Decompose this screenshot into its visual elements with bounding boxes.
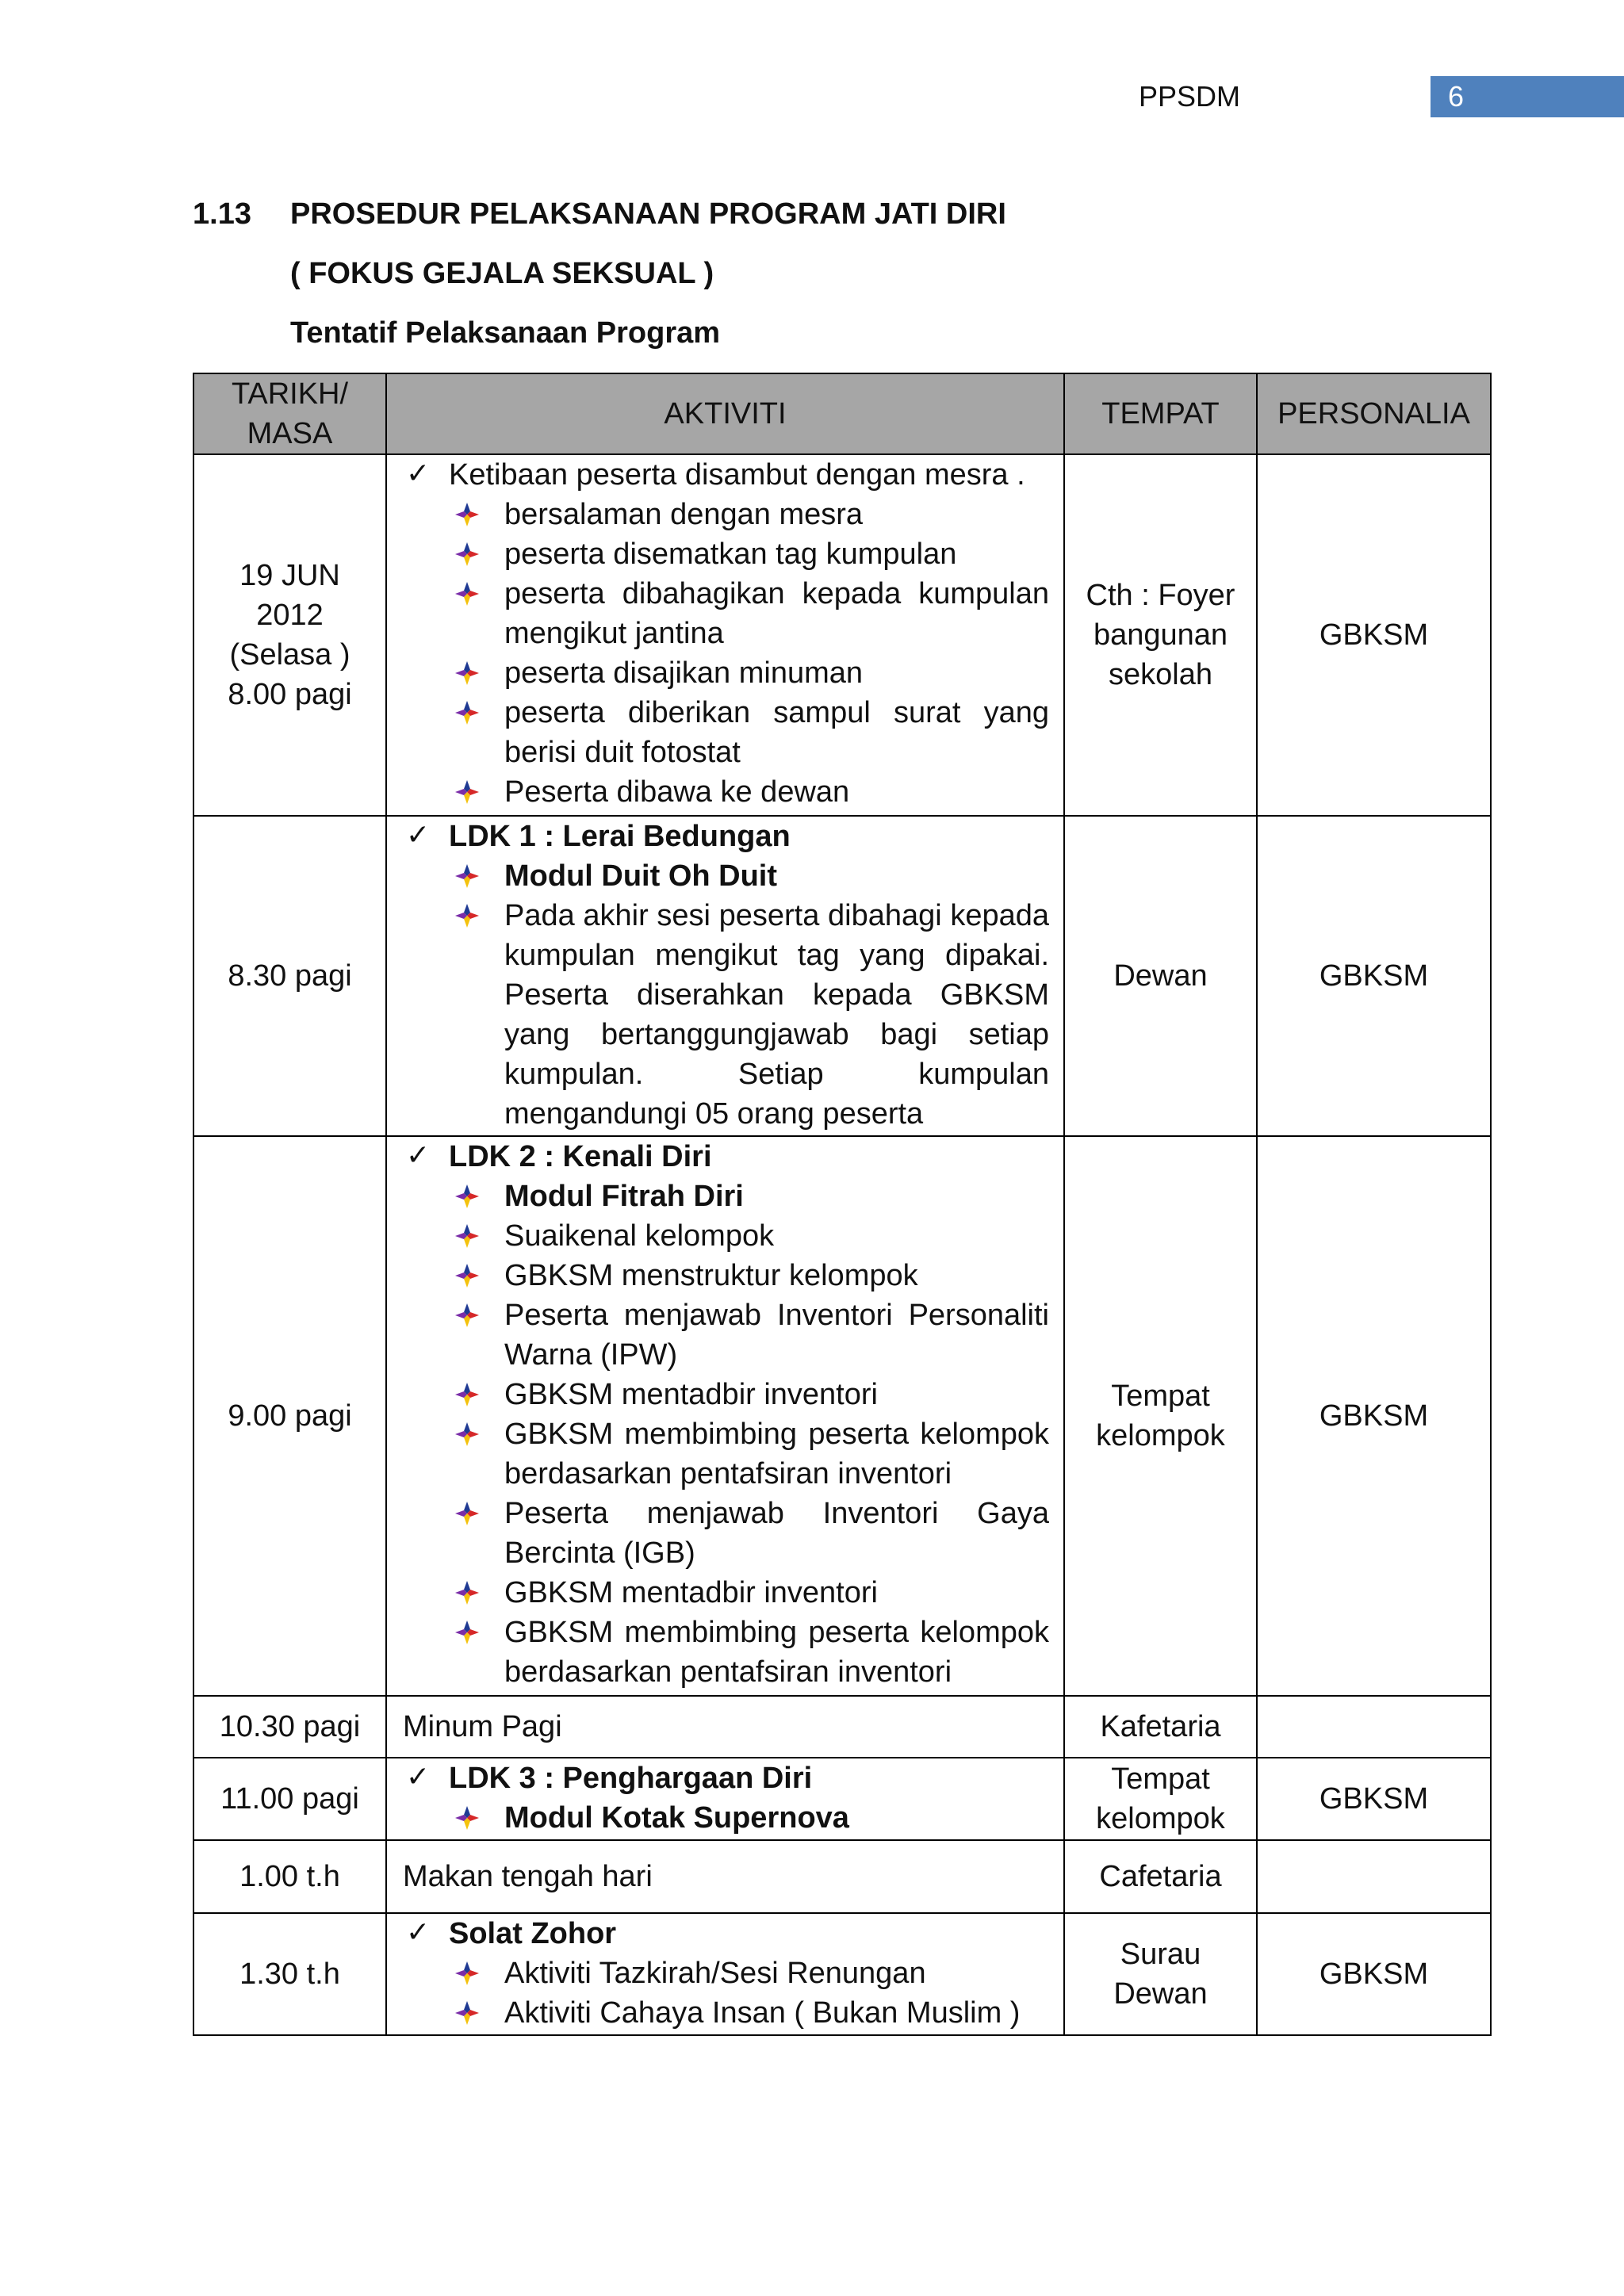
four-color-star-bullet-icon (454, 1223, 481, 1249)
section-subtitle: ( FOKUS GEJALA SEKSUAL ) (290, 257, 714, 290)
personnel-cell: GBKSM (1257, 1136, 1491, 1696)
list-item: Peserta dibawa ke dewan (449, 772, 1049, 812)
page-number: 6 (1448, 80, 1465, 113)
table-row (193, 1136, 1491, 1696)
list-item: Modul Duit Oh Duit (449, 856, 1049, 896)
place-cell: Cth : Foyer bangunan sekolah (1064, 454, 1257, 816)
list-item: ✓ LDK 2 : Kenali Diri Modul Fitrah Diri Suaikenal kelompok GBKSM menstruktur kelompok Peserta menjawab Inventori Personaliti Warna (IPW) GBKSM mentadbir inventori GBKSM membimbing peserta kelompok berdasarkan pentafsiran inventori Peserta menjawab Inventori Gaya Bercinta (IGB) GBKSM mentadbir inventori GBKSM membimbing peserta kelompok berdasarkan pentafsiran inventori (401, 1137, 1049, 1692)
place-cell: Tempat kelompok (1064, 1136, 1257, 1696)
check-mark-icon: ✓ (406, 818, 431, 851)
table-row (193, 1758, 1491, 1840)
check-mark-icon: ✓ (406, 457, 431, 489)
section-number: 1.13 (193, 197, 251, 231)
table-row (193, 1913, 1491, 2035)
four-color-star-bullet-icon (454, 1262, 481, 1289)
table-row (193, 816, 1491, 1136)
four-color-star-bullet-icon (454, 1500, 481, 1527)
activity-cell: Minum Pagi (386, 1696, 1064, 1758)
list-item: Pada akhir sesi peserta dibahagi kepada kumpulan mengikut tag yang dipakai. Peserta diserahkan kepada GBKSM yang bertanggungjawab bagi setiap kumpulan. Setiap kumpulan mengandungi 05 orang peserta (449, 896, 1049, 1134)
personnel-cell: GBKSM (1257, 1758, 1491, 1840)
time-cell: 11.00 pagi (193, 1758, 386, 1840)
four-color-star-bullet-icon (454, 1421, 481, 1448)
four-color-star-bullet-icon (454, 863, 481, 890)
list-item: Suaikenal kelompok (449, 1216, 1049, 1256)
four-color-star-bullet-icon (454, 902, 481, 929)
list-item: Peserta menjawab Inventori Gaya Bercinta (IGB) (449, 1494, 1049, 1573)
header-aktiviti: AKTIVITI (386, 373, 1064, 454)
place-cell: Surau Dewan (1064, 1913, 1257, 2035)
list-item: Aktiviti Cahaya Insan ( Bukan Muslim ) (449, 1993, 1049, 2033)
list-item: ✓ LDK 1 : Lerai Bedungan Modul Duit Oh Duit Pada akhir sesi peserta dibahagi kepada kumpulan mengikut tag yang dipakai. Peserta diserahkan kepada GBKSM yang bertanggungjawab bagi setiap kumpulan. Setiap kumpulan mengandungi 05 orang peserta (401, 817, 1049, 1134)
personnel-cell (1257, 1696, 1491, 1758)
activity-cell (386, 1136, 1064, 1696)
personnel-cell: GBKSM (1257, 816, 1491, 1136)
list-item: GBKSM membimbing peserta kelompok berdasarkan pentafsiran inventori (449, 1414, 1049, 1494)
list-item: Aktiviti Tazkirah/Sesi Renungan (449, 1954, 1049, 1993)
activity-cell (386, 1913, 1064, 2035)
time-cell: 1.30 t.h (193, 1913, 386, 2035)
four-color-star-bullet-icon (454, 699, 481, 726)
four-color-star-bullet-icon (454, 660, 481, 687)
four-color-star-bullet-icon (454, 1381, 481, 1408)
personnel-cell: GBKSM (1257, 454, 1491, 816)
list-item: GBKSM menstruktur kelompok (449, 1256, 1049, 1295)
check-mark-icon: ✓ (406, 1760, 431, 1793)
table-header-row (193, 373, 1491, 454)
place-cell: Dewan (1064, 816, 1257, 1136)
table-row (193, 1840, 1491, 1913)
list-item: bersalaman dengan mesra (449, 495, 1049, 534)
time-cell: 10.30 pagi (193, 1696, 386, 1758)
time-cell: 9.00 pagi (193, 1136, 386, 1696)
four-color-star-bullet-icon (454, 1804, 481, 1831)
list-item: peserta dibahagikan kepada kumpulan mengikut jantina (449, 574, 1049, 653)
check-mark-icon: ✓ (406, 1915, 431, 1948)
list-item: peserta diberikan sampul surat yang berisi duit fotostat (449, 693, 1049, 772)
list-item: peserta disajikan minuman (449, 653, 1049, 693)
table-row (193, 454, 1491, 816)
four-color-star-bullet-icon (454, 1999, 481, 2026)
list-item: GBKSM membimbing peserta kelompok berdasarkan pentafsiran inventori (449, 1613, 1049, 1692)
header-personalia: PERSONALIA (1257, 373, 1491, 454)
activity-cell (386, 1758, 1064, 1840)
header-tarikh-masa: TARIKH/ MASA (193, 373, 386, 454)
four-color-star-bullet-icon (454, 541, 481, 568)
time-cell: 1.00 t.h (193, 1840, 386, 1913)
table-caption: Tentatif Pelaksanaan Program (290, 316, 721, 350)
list-item: peserta disematkan tag kumpulan (449, 534, 1049, 574)
four-color-star-bullet-icon (454, 1960, 481, 1987)
four-color-star-bullet-icon (454, 501, 481, 528)
personnel-cell: GBKSM (1257, 1913, 1491, 2035)
section-title: PROSEDUR PELAKSANAAN PROGRAM JATI DIRI (290, 197, 1006, 231)
list-item: GBKSM mentadbir inventori (449, 1375, 1049, 1414)
four-color-star-bullet-icon (454, 1619, 481, 1646)
place-cell: Kafetaria (1064, 1696, 1257, 1758)
list-item: Modul Fitrah Diri (449, 1177, 1049, 1216)
list-item: ✓ LDK 3 : Penghargaan Diri Modul Kotak Supernova (401, 1758, 1049, 1838)
list-item: Peserta menjawab Inventori Personaliti Warna (IPW) (449, 1295, 1049, 1375)
page-number-box (1431, 76, 1624, 117)
time-cell: 8.30 pagi (193, 816, 386, 1136)
list-item: ✓ Ketibaan peserta disambut dengan mesra . bersalaman dengan mesra peserta disematkan tag kumpulan peserta dibahagikan kepada kumpulan mengikut jantina peserta disajikan minuman peserta diberikan sampul surat yang berisi duit fotostat Peserta dibawa ke dewan (401, 455, 1049, 812)
list-item: Modul Kotak Supernova (449, 1798, 1049, 1838)
four-color-star-bullet-icon (454, 580, 481, 607)
activity-cell: Makan tengah hari (386, 1840, 1064, 1913)
check-mark-icon: ✓ (406, 1138, 431, 1171)
table-row (193, 1696, 1491, 1758)
activity-cell (386, 454, 1064, 816)
four-color-star-bullet-icon (454, 1302, 481, 1329)
schedule-table (193, 373, 1492, 2036)
list-item: GBKSM mentadbir inventori (449, 1573, 1049, 1613)
place-cell: Tempat kelompok (1064, 1758, 1257, 1840)
four-color-star-bullet-icon (454, 1579, 481, 1606)
time-cell: 19 JUN 2012 (Selasa ) 8.00 pagi (193, 454, 386, 816)
four-color-star-bullet-icon (454, 779, 481, 806)
header-tempat: TEMPAT (1064, 373, 1257, 454)
activity-cell (386, 816, 1064, 1136)
header-label: PPSDM (1139, 80, 1241, 113)
place-cell: Cafetaria (1064, 1840, 1257, 1913)
four-color-star-bullet-icon (454, 1183, 481, 1210)
personnel-cell (1257, 1840, 1491, 1913)
list-item: ✓ Solat Zohor Aktiviti Tazkirah/Sesi Renungan Aktiviti Cahaya Insan ( Bukan Muslim ) (401, 1914, 1049, 2033)
